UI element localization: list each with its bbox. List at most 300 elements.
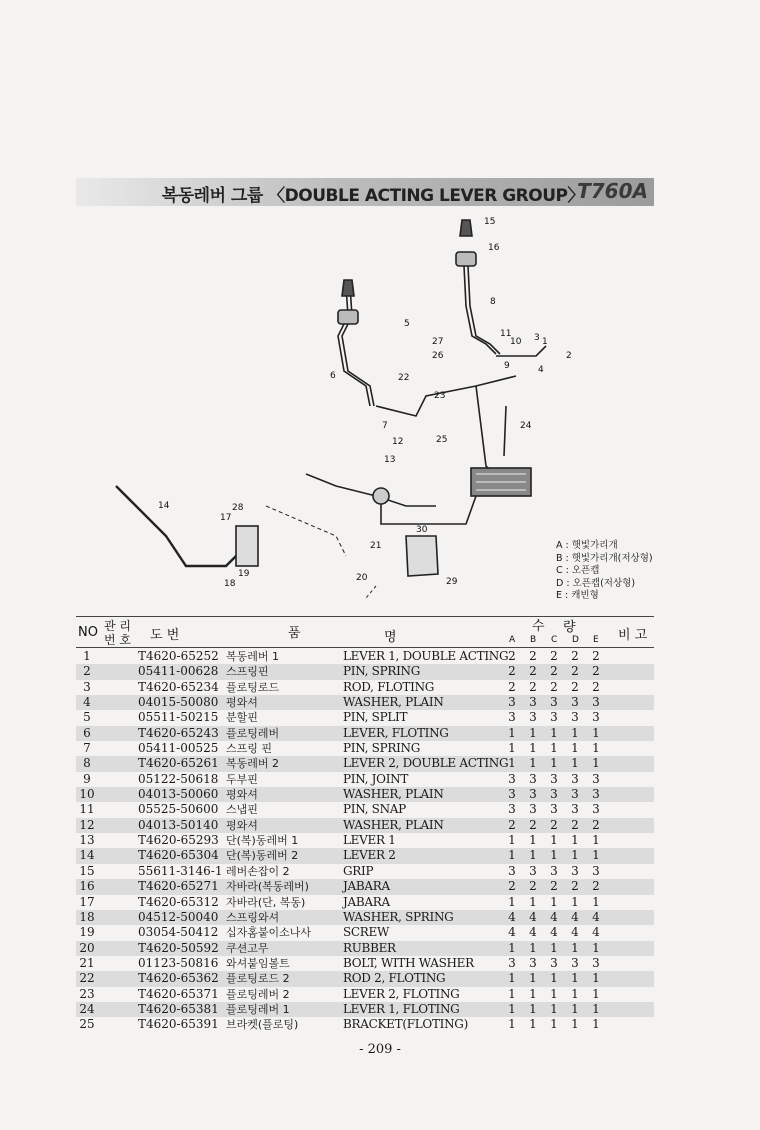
- table-row: [76, 695, 654, 710]
- row-no: 21: [79, 955, 95, 970]
- row-qty-a: 3: [508, 802, 516, 817]
- row-no: 5: [83, 710, 91, 725]
- row-qty-d: 1: [571, 848, 579, 863]
- row-qty-b: 1: [529, 848, 537, 863]
- row-qty-b: 3: [529, 955, 537, 970]
- row-qty-e: 3: [592, 955, 600, 970]
- row-korean-name: 플로팅로드 2: [226, 972, 290, 986]
- row-part-number: 05122-50618: [138, 771, 219, 786]
- row-qty-d: 2: [571, 649, 579, 663]
- row-qty-e: 3: [592, 695, 600, 710]
- row-qty-d: 1: [571, 1001, 579, 1016]
- header-col-b: B: [530, 635, 537, 645]
- table-row: [76, 910, 654, 925]
- row-qty-a: 1: [508, 756, 516, 771]
- row-korean-name: 두부핀: [226, 772, 258, 786]
- table-header-rule: [76, 647, 654, 648]
- header-name-b: 명: [384, 630, 397, 645]
- row-qty-d: 3: [571, 802, 579, 817]
- row-qty-c: 1: [550, 986, 558, 1001]
- row-no: 10: [79, 787, 95, 802]
- row-korean-name: 스프링와셔: [226, 910, 280, 924]
- row-qty-c: 4: [550, 925, 558, 940]
- table-row: [76, 802, 654, 817]
- table-row: [76, 864, 654, 879]
- table-header: [76, 616, 654, 648]
- row-korean-name: 십자홈붙이소나사: [226, 926, 312, 940]
- header-no: NO: [78, 625, 98, 640]
- table-row: [76, 879, 654, 894]
- table-row: [76, 971, 654, 986]
- legend-item: A : 햇빛가리개: [556, 540, 618, 551]
- row-english-name: LEVER 1: [343, 833, 396, 848]
- row-no: 23: [79, 986, 95, 1001]
- row-qty-c: 1: [550, 894, 558, 909]
- row-qty-e: 1: [592, 894, 600, 909]
- row-qty-d: 1: [571, 971, 579, 986]
- callout-24: 24: [520, 421, 532, 431]
- row-qty-c: 1: [550, 833, 558, 848]
- header-name-a: 품: [288, 626, 301, 641]
- row-english-name: LEVER 2, DOUBLE ACTING: [343, 756, 509, 771]
- callout-2: 2: [566, 351, 572, 361]
- row-part-number: T4620-65252: [138, 649, 219, 663]
- row-qty-c: 2: [550, 879, 558, 894]
- row-qty-e: 1: [592, 741, 600, 756]
- row-qty-e: 1: [592, 725, 600, 740]
- row-qty-e: 3: [592, 863, 600, 878]
- row-qty-d: 1: [571, 725, 579, 740]
- row-part-number: 04512-50040: [138, 909, 219, 924]
- row-english-name: WASHER, SPRING: [343, 909, 454, 924]
- row-no: 4: [83, 695, 91, 710]
- row-qty-b: 3: [529, 695, 537, 710]
- row-qty-e: 1: [592, 848, 600, 863]
- table-row: [76, 680, 654, 695]
- row-qty-e: 2: [592, 664, 600, 679]
- row-qty-b: 1: [529, 1017, 537, 1032]
- row-no: 19: [79, 925, 95, 940]
- row-english-name: GRIP: [343, 863, 374, 878]
- row-no: 16: [79, 879, 95, 894]
- legend-item: D : 오픈캡(저상형): [556, 577, 636, 589]
- diagram-callouts: [158, 217, 572, 589]
- row-english-name: LEVER 2, FLOTING: [343, 986, 460, 1001]
- callout-15: 15: [484, 217, 496, 227]
- table-row: [76, 895, 654, 910]
- callout-13: 13: [384, 455, 396, 465]
- row-qty-d: 2: [571, 879, 579, 894]
- row-qty-c: 2: [550, 664, 558, 679]
- row-no: 15: [79, 863, 95, 878]
- row-qty-b: 2: [529, 879, 537, 894]
- callout-6: 6: [330, 371, 336, 381]
- row-korean-name: 플로팅레버 1: [226, 1002, 290, 1016]
- table-row: [76, 941, 654, 956]
- section-banner: [76, 178, 654, 206]
- row-part-number: 05411-00628: [138, 664, 219, 679]
- row-qty-b: 3: [529, 710, 537, 725]
- row-qty-e: 4: [592, 925, 600, 940]
- row-qty-c: 1: [550, 725, 558, 740]
- page-number: - 209 -: [359, 1042, 401, 1057]
- row-no: 9: [83, 771, 91, 786]
- row-qty-a: 2: [508, 679, 516, 694]
- row-korean-name: 자바라(단, 복동): [226, 895, 306, 909]
- row-qty-b: 1: [529, 971, 537, 986]
- row-qty-c: 1: [550, 1017, 558, 1032]
- callout-8: 8: [490, 297, 496, 307]
- row-english-name: WASHER, PLAIN: [343, 695, 444, 710]
- callout-28: 28: [232, 503, 244, 513]
- callout-23: 23: [434, 391, 446, 401]
- table-row: [76, 649, 654, 664]
- row-qty-a: 1: [508, 1001, 516, 1016]
- row-qty-e: 1: [592, 986, 600, 1001]
- row-qty-b: 1: [529, 894, 537, 909]
- header-col-d: D: [572, 635, 579, 645]
- row-korean-name: 쿠션고무: [226, 941, 269, 955]
- row-part-number: T4620-65234: [138, 679, 219, 694]
- callout-18: 18: [224, 579, 236, 589]
- row-qty-c: 1: [550, 940, 558, 955]
- row-qty-b: 1: [529, 756, 537, 771]
- row-qty-e: 3: [592, 771, 600, 786]
- row-qty-c: 3: [550, 787, 558, 802]
- row-no: 11: [79, 802, 95, 817]
- row-qty-e: 1: [592, 971, 600, 986]
- table-row: [76, 741, 654, 756]
- row-qty-b: 3: [529, 771, 537, 786]
- legend: [556, 540, 653, 603]
- row-korean-name: 스프링핀: [226, 665, 269, 679]
- callout-3: 3: [534, 333, 540, 343]
- callout-11: 11: [500, 329, 512, 339]
- row-part-number: T4620-65381: [138, 1001, 219, 1016]
- row-korean-name: 평와셔: [226, 696, 258, 710]
- row-qty-c: 3: [550, 710, 558, 725]
- callout-20: 20: [356, 573, 368, 583]
- header-mgmt-bottom: 번 호: [104, 633, 131, 647]
- callout-27: 27: [432, 337, 444, 347]
- row-qty-b: 2: [529, 664, 537, 679]
- row-korean-name: 단(복)동레버 2: [226, 849, 299, 863]
- row-english-name: PIN, SPRING: [343, 664, 421, 679]
- row-korean-name: 스냅핀: [226, 803, 258, 817]
- callout-17: 17: [220, 513, 232, 523]
- row-qty-a: 3: [508, 710, 516, 725]
- callout-19: 19: [238, 569, 250, 579]
- row-no: 17: [79, 894, 95, 909]
- row-qty-e: 2: [592, 879, 600, 894]
- callout-25: 25: [436, 435, 448, 445]
- row-qty-b: 3: [529, 863, 537, 878]
- row-part-number: 04013-50140: [138, 817, 219, 832]
- legend-item: B : 햇빛가리개(저상형): [556, 552, 653, 564]
- row-english-name: SCREW: [343, 925, 390, 940]
- row-part-number: 04015-50080: [138, 695, 219, 710]
- row-no: 20: [79, 940, 95, 955]
- row-qty-d: 2: [571, 664, 579, 679]
- row-qty-a: 3: [508, 771, 516, 786]
- row-qty-e: 2: [592, 817, 600, 832]
- table-row: [76, 956, 654, 971]
- callout-22: 22: [398, 373, 410, 383]
- row-qty-a: 3: [508, 863, 516, 878]
- row-no: 6: [83, 725, 91, 740]
- header-remarks: 비 고: [618, 628, 648, 643]
- table-row: [76, 787, 654, 802]
- row-qty-a: 4: [508, 909, 516, 924]
- row-qty-d: 4: [571, 909, 579, 924]
- row-qty-e: 3: [592, 802, 600, 817]
- header-drawing: 도 번: [150, 628, 180, 643]
- table-row: [76, 726, 654, 741]
- row-part-number: T4620-65293: [138, 833, 219, 848]
- callout-14: 14: [158, 501, 170, 511]
- row-no: 12: [79, 817, 95, 832]
- row-qty-a: 1: [508, 1017, 516, 1032]
- row-qty-c: 3: [550, 955, 558, 970]
- row-qty-e: 1: [592, 756, 600, 771]
- row-part-number: T4620-65362: [138, 971, 219, 986]
- row-qty-d: 2: [571, 817, 579, 832]
- row-no: 14: [79, 848, 95, 863]
- row-qty-e: 1: [592, 940, 600, 955]
- table-row: [76, 1017, 654, 1032]
- row-qty-e: 3: [592, 787, 600, 802]
- row-qty-a: 3: [508, 695, 516, 710]
- row-qty-c: 3: [550, 695, 558, 710]
- row-no: 24: [79, 1001, 95, 1016]
- row-qty-d: 2: [571, 679, 579, 694]
- table-row: [76, 987, 654, 1002]
- callout-21: 21: [370, 541, 382, 551]
- row-qty-d: 1: [571, 986, 579, 1001]
- row-korean-name: 복동레버 1: [226, 650, 279, 663]
- row-part-number: T4620-65261: [138, 756, 219, 771]
- row-part-number: 05511-50215: [138, 710, 219, 725]
- row-qty-a: 1: [508, 725, 516, 740]
- row-english-name: RUBBER: [343, 940, 396, 955]
- row-english-name: BRACKET(FLOTING): [343, 1017, 468, 1032]
- row-qty-a: 1: [508, 971, 516, 986]
- row-no: 2: [83, 664, 91, 679]
- row-part-number: T4620-65312: [138, 894, 219, 909]
- row-qty-a: 4: [508, 925, 516, 940]
- row-qty-e: 2: [592, 679, 600, 694]
- row-qty-b: 1: [529, 741, 537, 756]
- row-qty-d: 3: [571, 710, 579, 725]
- diagram-lines: [116, 220, 546, 598]
- row-english-name: PIN, SPRING: [343, 741, 421, 756]
- row-english-name: LEVER, FLOTING: [343, 725, 449, 740]
- table-row: [76, 756, 654, 771]
- row-qty-d: 3: [571, 695, 579, 710]
- row-qty-e: 3: [592, 710, 600, 725]
- row-qty-c: 2: [550, 649, 558, 663]
- callout-5: 5: [404, 319, 410, 329]
- row-qty-d: 3: [571, 771, 579, 786]
- row-no: 18: [79, 909, 95, 924]
- banner-title: 복동레버 그룹 〈DOUBLE ACTING LEVER GROUP〉: [161, 186, 584, 206]
- row-english-name: ROD 2, FLOTING: [343, 971, 446, 986]
- row-qty-c: 1: [550, 971, 558, 986]
- row-qty-d: 3: [571, 863, 579, 878]
- row-english-name: LEVER 1, DOUBLE ACTING: [343, 649, 509, 663]
- row-no: 3: [83, 679, 91, 694]
- legend-item: E : 캐빈형: [556, 590, 599, 601]
- parts-table-body: [76, 649, 654, 1033]
- header-qty-a: 수: [532, 619, 545, 634]
- row-qty-b: 2: [529, 649, 537, 663]
- callout-30: 30: [416, 525, 428, 535]
- row-qty-d: 4: [571, 925, 579, 940]
- row-korean-name: 분할핀: [226, 711, 258, 725]
- legend-item: C : 오픈캡: [556, 565, 600, 576]
- row-qty-a: 1: [508, 986, 516, 1001]
- row-part-number: T4620-65391: [138, 1017, 219, 1032]
- row-qty-c: 1: [550, 741, 558, 756]
- row-qty-a: 1: [508, 833, 516, 848]
- row-qty-a: 2: [508, 879, 516, 894]
- row-qty-d: 3: [571, 787, 579, 802]
- row-part-number: T4620-65271: [138, 879, 219, 894]
- table-row: [76, 772, 654, 787]
- table-row: [76, 710, 654, 725]
- row-no: 25: [79, 1017, 95, 1032]
- callout-29: 29: [446, 577, 458, 587]
- row-english-name: PIN, JOINT: [343, 771, 409, 786]
- header-mgmt-top: 관 리: [104, 619, 131, 633]
- row-qty-a: 1: [508, 848, 516, 863]
- row-english-name: LEVER 1, FLOTING: [343, 1001, 460, 1016]
- callout-1: 1: [542, 337, 548, 347]
- header-col-c: C: [551, 635, 558, 645]
- row-english-name: PIN, SNAP: [343, 802, 406, 817]
- row-english-name: BOLT, WITH WASHER: [343, 955, 474, 970]
- table-row: [76, 833, 654, 848]
- row-part-number: 05525-50600: [138, 802, 219, 817]
- row-qty-a: 2: [508, 817, 516, 832]
- row-part-number: 04013-50060: [138, 787, 219, 802]
- row-qty-d: 1: [571, 940, 579, 955]
- row-qty-b: 3: [529, 802, 537, 817]
- row-korean-name: 플로팅레버 2: [226, 987, 290, 1001]
- row-qty-c: 4: [550, 909, 558, 924]
- banner-model: T760A: [577, 179, 648, 203]
- row-qty-b: 1: [529, 986, 537, 1001]
- row-korean-name: 플로팅로드: [226, 680, 280, 694]
- row-part-number: T4620-65371: [138, 986, 219, 1001]
- row-qty-a: 2: [508, 649, 516, 663]
- row-qty-b: 1: [529, 940, 537, 955]
- row-english-name: ROD, FLOTING: [343, 679, 435, 694]
- row-qty-d: 1: [571, 1017, 579, 1032]
- callout-26: 26: [432, 351, 444, 361]
- row-part-number: 05411-00525: [138, 741, 219, 756]
- row-qty-e: 1: [592, 1017, 600, 1032]
- row-korean-name: 와셔붙임볼트: [226, 956, 290, 970]
- row-english-name: JABARA: [343, 894, 390, 909]
- row-english-name: PIN, SPLIT: [343, 710, 408, 725]
- row-qty-c: 3: [550, 802, 558, 817]
- table-row: [76, 818, 654, 833]
- row-qty-d: 3: [571, 955, 579, 970]
- row-qty-a: 2: [508, 664, 516, 679]
- row-english-name: LEVER 2: [343, 848, 396, 863]
- row-qty-e: 1: [592, 833, 600, 848]
- row-qty-c: 3: [550, 863, 558, 878]
- row-qty-d: 1: [571, 833, 579, 848]
- row-qty-c: 1: [550, 756, 558, 771]
- row-korean-name: 자바라(복동레버): [226, 880, 309, 894]
- row-part-number: T4620-65304: [138, 848, 219, 863]
- row-part-number: 01123-50816: [138, 955, 219, 970]
- row-qty-b: 1: [529, 833, 537, 848]
- row-english-name: WASHER, PLAIN: [343, 817, 444, 832]
- row-qty-e: 1: [592, 1001, 600, 1016]
- row-qty-a: 3: [508, 955, 516, 970]
- row-qty-b: 1: [529, 725, 537, 740]
- callout-9: 9: [504, 361, 510, 371]
- row-part-number: T4620-50592: [138, 940, 219, 955]
- row-qty-d: 1: [571, 894, 579, 909]
- row-qty-d: 1: [571, 756, 579, 771]
- row-korean-name: 플로팅레버: [226, 726, 280, 740]
- row-korean-name: 단(복)동레버 1: [226, 834, 299, 848]
- row-qty-c: 1: [550, 1001, 558, 1016]
- row-qty-c: 1: [550, 848, 558, 863]
- row-qty-b: 2: [529, 679, 537, 694]
- header-col-a: A: [509, 635, 516, 645]
- row-korean-name: 평와셔: [226, 788, 258, 802]
- row-part-number: 55611-3146-1: [138, 863, 223, 878]
- callout-10: 10: [510, 337, 522, 347]
- header-col-e: E: [593, 635, 599, 645]
- row-korean-name: 복동레버 2: [226, 757, 279, 771]
- callout-4: 4: [538, 365, 544, 375]
- row-no: 7: [83, 741, 91, 756]
- row-qty-c: 3: [550, 771, 558, 786]
- row-no: 22: [79, 971, 95, 986]
- row-korean-name: 레버손잡이 2: [226, 864, 290, 878]
- row-qty-a: 1: [508, 940, 516, 955]
- row-qty-b: 1: [529, 1001, 537, 1016]
- row-qty-e: 4: [592, 909, 600, 924]
- row-qty-a: 3: [508, 787, 516, 802]
- table-row: [76, 848, 654, 863]
- row-qty-c: 2: [550, 679, 558, 694]
- table-row: [76, 925, 654, 940]
- table-row: [76, 664, 654, 679]
- row-korean-name: 스프링 핀: [226, 742, 273, 756]
- row-qty-b: 4: [529, 925, 537, 940]
- row-qty-e: 2: [592, 649, 600, 663]
- row-qty-b: 4: [529, 909, 537, 924]
- row-qty-a: 1: [508, 741, 516, 756]
- row-part-number: T4620-65243: [138, 725, 219, 740]
- callout-12: 12: [392, 437, 404, 447]
- row-no: 1: [83, 649, 91, 663]
- row-qty-d: 1: [571, 741, 579, 756]
- row-korean-name: 브라켓(플로팅): [226, 1018, 299, 1032]
- table-row: [76, 1002, 654, 1017]
- row-no: 13: [79, 833, 95, 848]
- row-english-name: WASHER, PLAIN: [343, 787, 444, 802]
- callout-7: 7: [382, 421, 388, 431]
- row-english-name: JABARA: [343, 879, 390, 894]
